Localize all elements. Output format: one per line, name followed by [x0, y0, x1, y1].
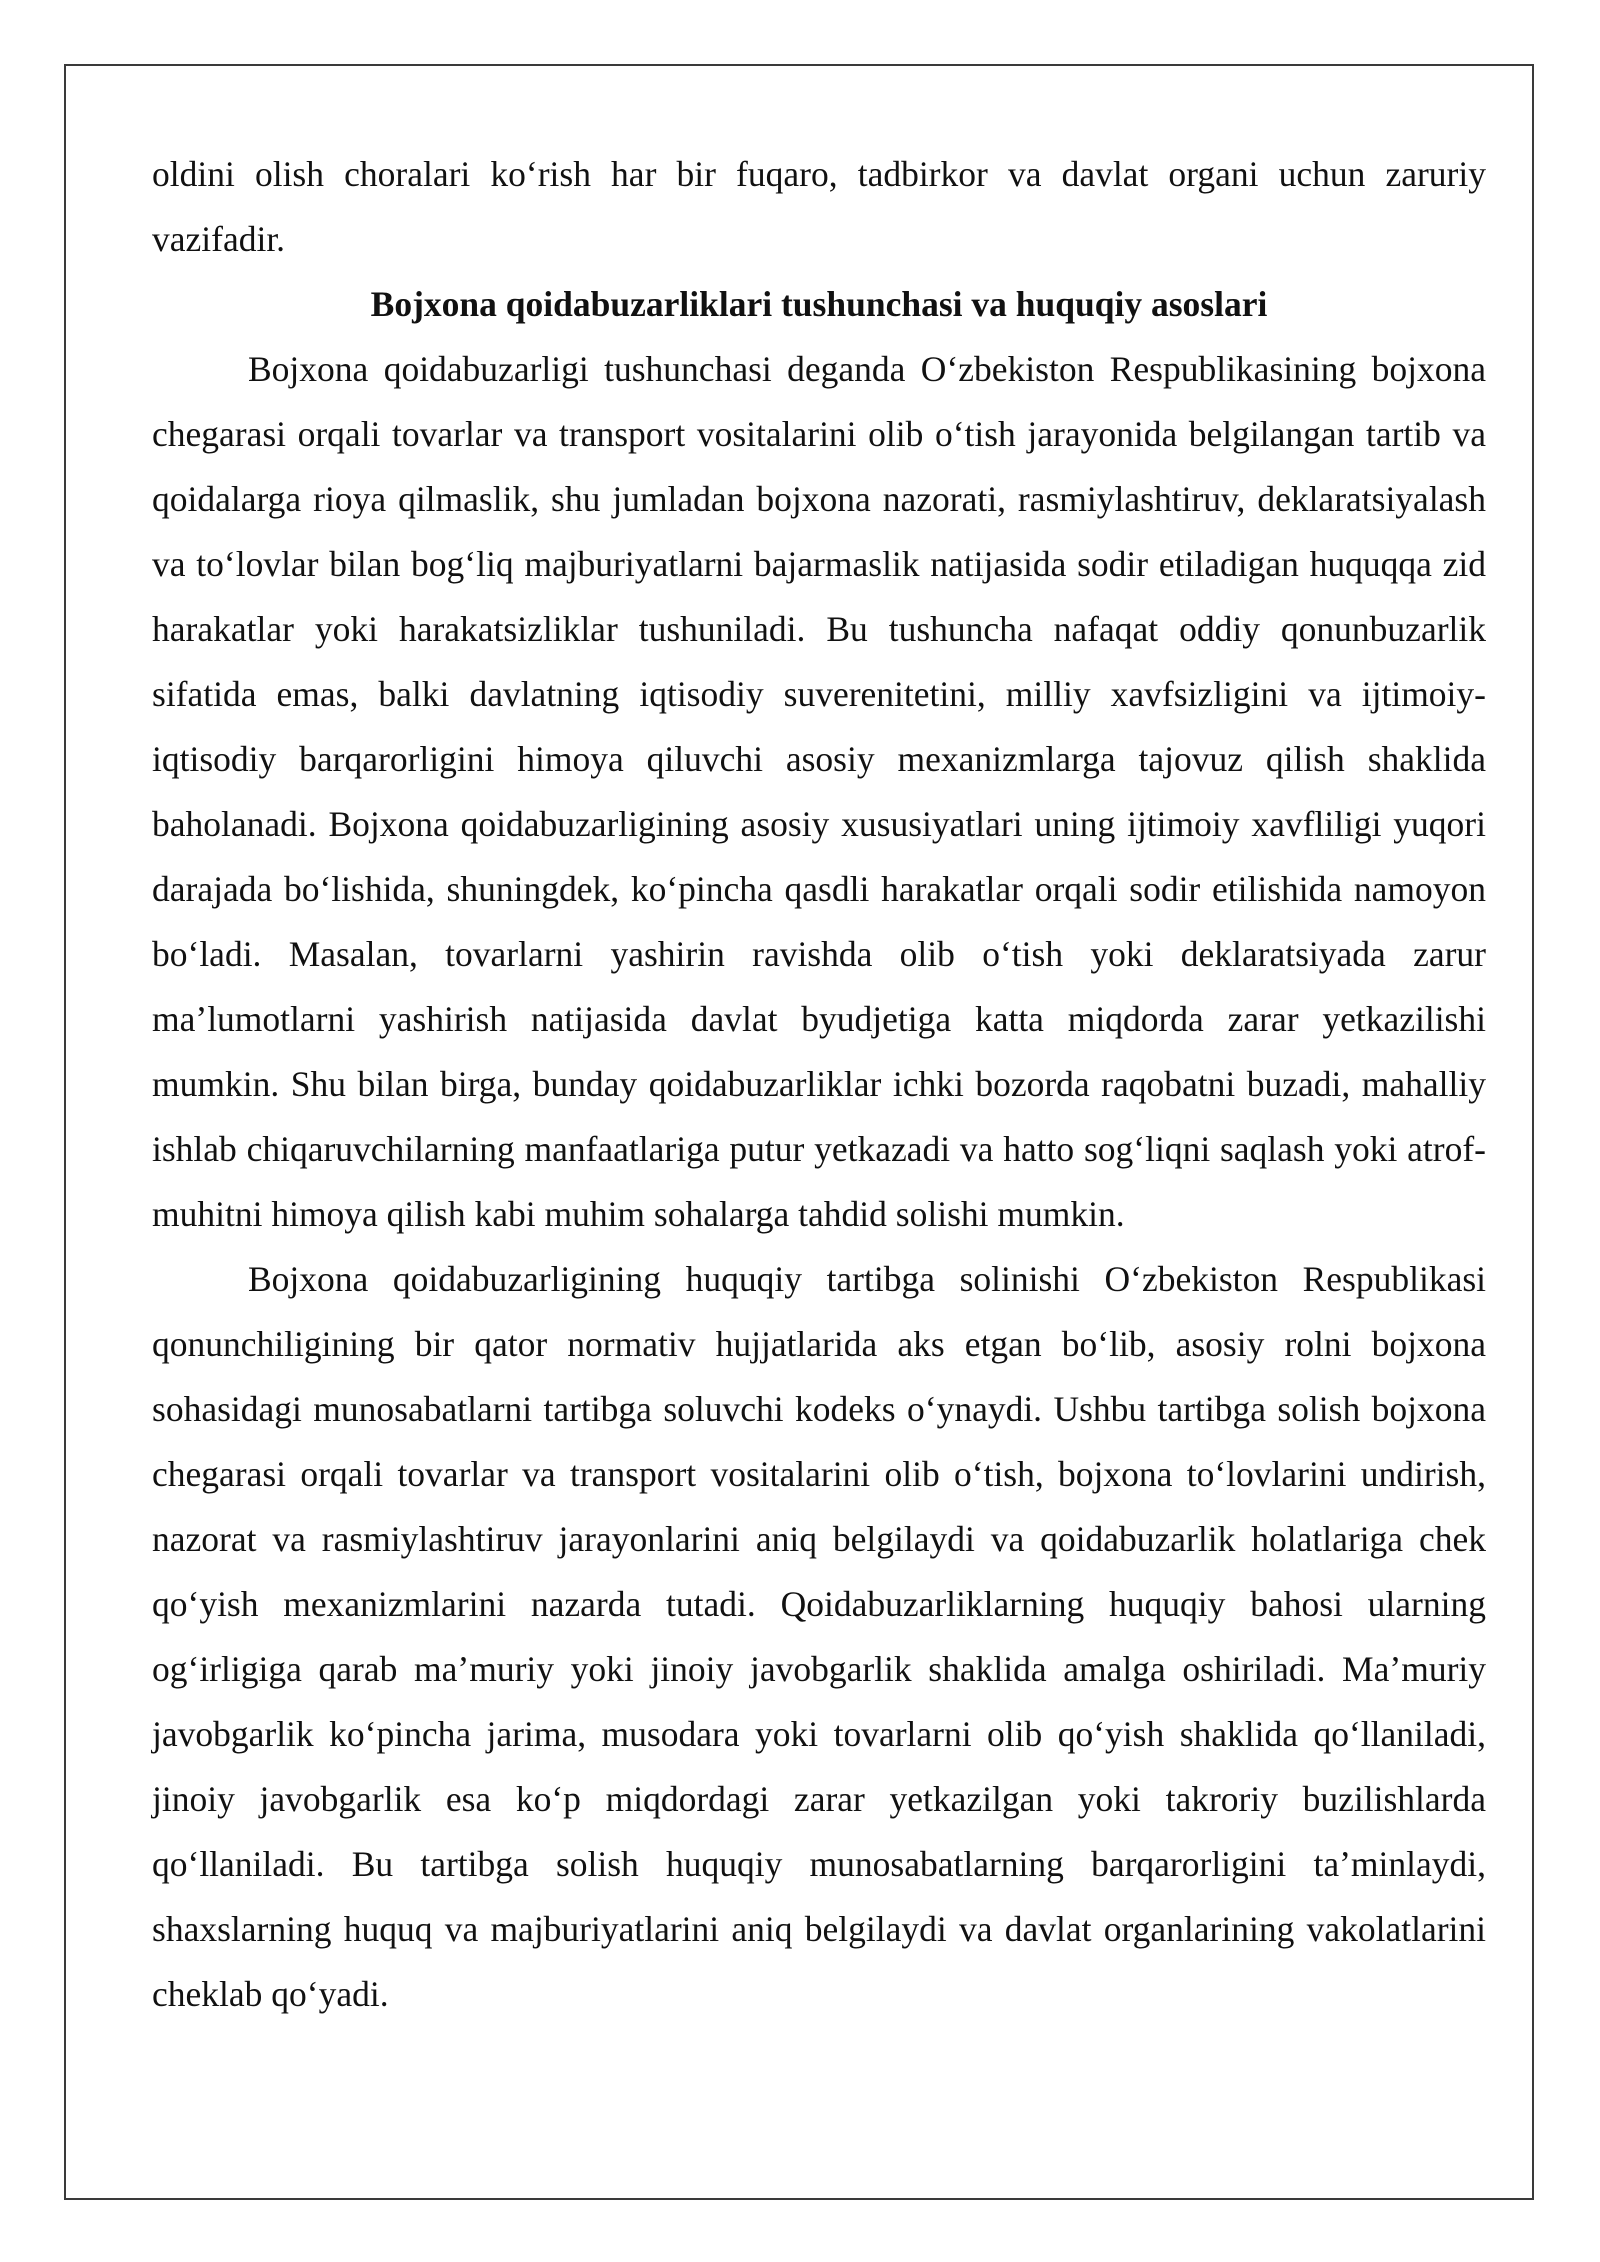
- section-heading: Bojxona qoidabuzarliklari tushunchasi va huquqiy asoslari: [370, 284, 1268, 324]
- intro-paragraph: oldini olish choralari koʻrish har bir fuqaro, tadbirkor va davlat organi uchun zaruriy vazifadir.: [152, 154, 1486, 259]
- document-body: [152, 142, 1486, 2027]
- body-paragraph-2: Bojxona qoidabuzarligining huquqiy tartibga solinishi Oʻzbekiston Respublikasi qonunchiligining bir qator normativ hujjatlarida aks etgan boʻlib, asosiy rolni bojxona sohasidagi munosabatlarni tartibga soluvchi kodeks oʻynaydi. Ushbu tartibga solish bojxona chegarasi orqali tovarlar va transport vositalarini olib oʻtish, bojxona toʻlovlarini undirish, nazorat va rasmiylashtiruv jarayonlarini aniq belgilaydi va qoidabuzarlik holatlariga chek qoʻyish mexanizmlarini nazarda tutadi. Qoidabuzarliklarning huquqiy bahosi ularning ogʻirligiga qarab maʼmuriy yoki jinoiy javobgarlik shaklida amalga oshiriladi. Maʼmuriy javobgarlik koʻpincha jarima, musodara yoki tovarlarni olib qoʻyish shaklida qoʻllaniladi, jinoiy javobgarlik esa koʻp miqdordagi zarar yetkazilgan yoki takroriy buzilishlarda qoʻllaniladi. Bu tartibga solish huquqiy munosabatlarning barqarorligini taʼminlaydi, shaxslarning huquq va majburiyatlarini aniq belgilaydi va davlat organlarining vakolatlarini cheklab qoʻyadi.: [152, 1259, 1486, 2014]
- body-paragraph-1: Bojxona qoidabuzarligi tushunchasi deganda Oʻzbekiston Respublikasining bojxona chegarasi orqali tovarlar va transport vositalarini olib oʻtish jarayonida belgilangan tartib va qoidalarga rioya qilmaslik, shu jumladan bojxona nazorati, rasmiylashtiruv, deklaratsiyalash va toʻlovlar bilan bogʻliq majburiyatlarni bajarmaslik natijasida sodir etiladigan huquqqa zid harakatlar yoki harakatsizliklar tushuniladi. Bu tushuncha nafaqat oddiy qonunbuzarlik sifatida emas, balki davlatning iqtisodiy suverenitetini, milliy xavfsizligini va ijtimoiy-iqtisodiy barqarorligini himoya qiluvchi asosiy mexanizmlarga tajovuz qilish shaklida baholanadi. Bojxona qoidabuzarligining asosiy xususiyatlari uning ijtimoiy xavfliligi yuqori darajada boʻlishida, shuningdek, koʻpincha qasdli harakatlar orqali sodir etilishida namoyon boʻladi. Masalan, tovarlarni yashirin ravishda olib oʻtish yoki deklaratsiyada zarur maʼlumotlarni yashirish natijasida davlat byudjetiga katta miqdorda zarar yetkazilishi mumkin. Shu bilan birga, bunday qoidabuzarliklar ichki bozorda raqobatni buzadi, mahalliy ishlab chiqaruvchilarning manfaatlariga putur yetkazadi va hatto sogʻliqni saqlash yoki atrof-muhitni himoya qilish kabi muhim sohalarga tahdid solishi mumkin.: [152, 349, 1486, 1234]
